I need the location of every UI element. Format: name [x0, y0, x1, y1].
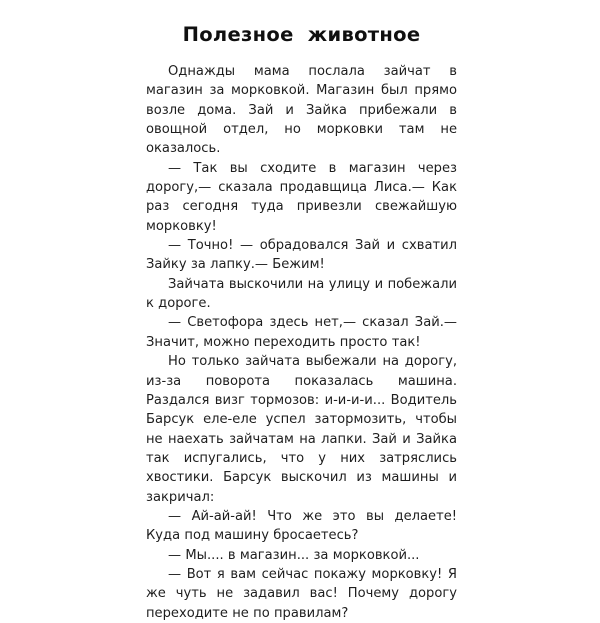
paragraph: — Светофора здесь нет,— сказал Зай.— Значит, можно переходить просто так!	[146, 315, 457, 350]
paragraph: — Точно! — обрадовался Зай и схватил Зайку за лапку.— Бежим!	[146, 238, 457, 273]
text-column	[146, 22, 457, 623]
paragraph: Однажды мама послала зайчат в магазин за морковкой. Магазин был прямо возле дома. Зай и Зайка прибежали в овощной отдел, но морковки там не оказалось.	[146, 64, 457, 157]
paragraph: — Вот я вам сейчас покажу морковку! Я же чуть не задавил вас! Почему дорогу переходите не по правилам?	[146, 566, 457, 621]
paragraph: — Мы.... в магазин... за морковкой...	[168, 547, 420, 563]
paragraph: Но только зайчата выбежали на дорогу, из-за поворота показалась машина. Раздался визг тормозов: и-и-и-и... Водитель Барсук еле-еле успел затормозить, чтобы не наехать зайчатам на лапки. Зай и Зайка так испугались, что у них затряслись хвостики. Барсук выскочил из машины и закричал:	[146, 354, 457, 505]
page-title: Полезное животное	[182, 23, 421, 46]
paragraph: — Так вы сходите в магазин через дорогу,— сказала продавщица Лиса.— Как раз сегодня туда привезли свежайшую морковку!	[146, 160, 457, 234]
paragraph: — Ай-ай-ай! Что же это вы делаете! Куда под машину бросаетесь?	[146, 508, 457, 544]
story-body	[146, 62, 457, 623]
paragraph: Зайчата выскочили на улицу и побежали к дороге.	[146, 276, 457, 312]
